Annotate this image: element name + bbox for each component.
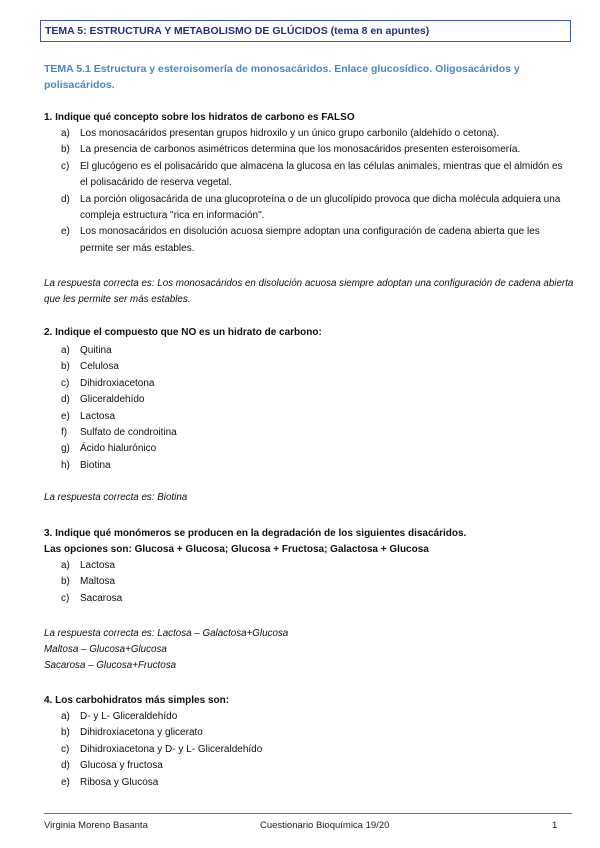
option: a) Los monosacáridos presentan grupos hidroxilo y un único grupo carbonilo (aldehído o cetona). (61, 128, 500, 139)
option: e) Ribosa y Glucosa (61, 776, 159, 788)
question-1-options (61, 126, 571, 257)
question-4-options (61, 709, 581, 791)
option: b) Dihidroxiacetona y glicerato (61, 727, 203, 739)
option: d) Glucosa y fructosa (61, 760, 163, 772)
option: d) La porción oligosacárida de una glucoproteína o de un glucolípido provoca que dicha molécula adquiera una compleja estructura "rica en información". (61, 193, 561, 222)
footer-page-number: 1 (552, 820, 558, 831)
question-1-prompt: 1. Indique qué concepto sobre los hidratos de carbono es FALSO (44, 112, 355, 123)
option: c) Sacarosa (61, 592, 123, 604)
option: g) Ácido hialurónico (61, 443, 157, 455)
question-3-answer-line: La respuesta correcta es: Lactosa – Galactosa+Glucosa (44, 628, 289, 639)
option: a) Quitina (61, 345, 112, 356)
option: h) Biotina (61, 459, 111, 471)
footer-divider (44, 813, 572, 814)
question-2-answer: La respuesta correcta es: Biotina (44, 492, 188, 503)
question-3-answer-line: Maltosa – Glucosa+Glucosa (44, 644, 167, 655)
option: f) Sulfato de condroitina (61, 427, 177, 439)
question-2-prompt: 2. Indique el compuesto que NO es un hidrato de carbono: (44, 327, 322, 338)
option: a) Lactosa (61, 560, 116, 571)
document-title: TEMA 5: ESTRUCTURA Y METABOLISMO DE GLÚCIDOS (tema 8 en apuntes) (40, 20, 571, 42)
option: d) Gliceraldehído (61, 394, 145, 406)
question-3-options-note: Las opciones son: Glucosa + Glucosa; Glucosa + Fructosa; Galactosa + Glucosa (44, 544, 429, 555)
option: a) D- y L- Gliceraldehído (61, 711, 178, 722)
question-3-options (61, 558, 581, 607)
option: c) El glucógeno es el polisacárido que almacena la glucosa en las células animales, mientras que el almidón es el polisacárido de reserva vegetal. (61, 160, 563, 189)
option: c) Dihidroxiacetona (61, 377, 155, 389)
option: c) Dihidroxiacetona y D- y L- Gliceraldehído (61, 743, 263, 755)
option: b) Celulosa (61, 361, 119, 373)
question-3-prompt: 3. Indique qué monómeros se producen en la degradación de los siguientes disacáridos. (44, 528, 467, 539)
option: e) Lactosa (61, 410, 116, 422)
question-4-prompt: 4. Los carbohidratos más simples son: (44, 695, 230, 706)
question-3-answer-line: Sacarosa – Glucosa+Fructosa (44, 660, 177, 671)
footer-author: Virginia Moreno Basanta (44, 820, 148, 831)
footer-course: Cuestionario Bioquímica 19/20 (260, 820, 390, 831)
section-heading: TEMA 5.1 Estructura y esteroisomería de monosacáridos. Enlace glucosídico. Oligosacáridos y polisacáridos. (44, 63, 520, 91)
option: e) Los monosacáridos en disolución acuosa siempre adoptan una configuración de cadena abierta que les permite ser más estables. (61, 226, 540, 254)
option: b) La presencia de carbonos asimétricos determina que los monosacáridos presenten esteroisomería. (61, 144, 521, 156)
option: b) Maltosa (61, 576, 116, 588)
question-1-answer: La respuesta correcta es: Los monosacáridos en disolución acuosa siempre adoptan una configuración de cadena abierta que les permite ser más estables. (44, 278, 574, 306)
question-2-options (61, 343, 581, 474)
